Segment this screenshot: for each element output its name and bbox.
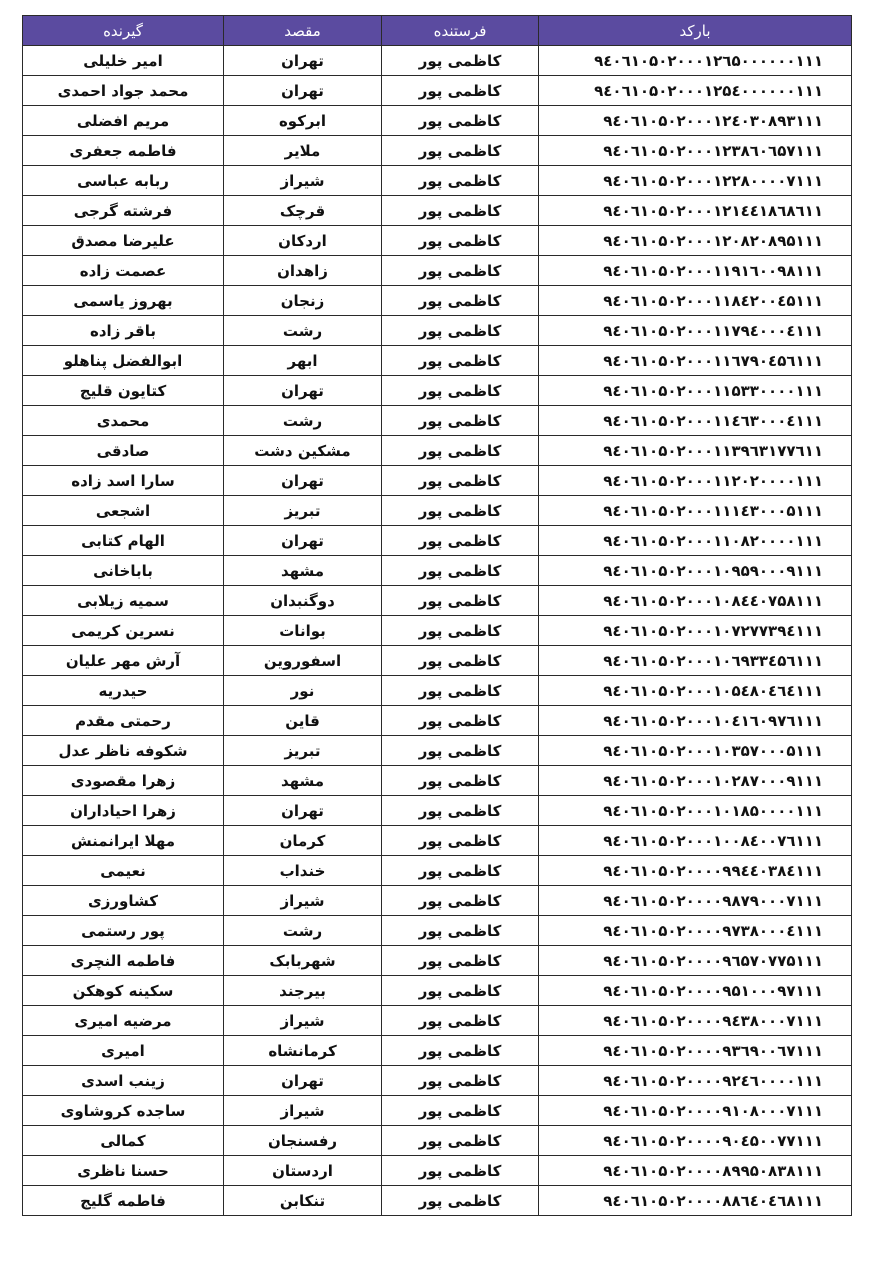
- receiver-cell: کتایون قلیج: [23, 376, 224, 406]
- sender-cell: کاظمی پور: [382, 586, 539, 616]
- barcode-cell: ۹٤۰٦۱۰۵۰۲۰۰۰۱۱۵۳۳۰۰۰۰۱۱۱: [539, 376, 852, 406]
- receiver-cell: امیری: [23, 1036, 224, 1066]
- destination-cell: شهربابک: [224, 946, 382, 976]
- table-row: [23, 496, 852, 526]
- sender-cell: کاظمی پور: [382, 436, 539, 466]
- sender-cell: کاظمی پور: [382, 166, 539, 196]
- destination-cell: شیراز: [224, 886, 382, 916]
- sender-cell: کاظمی پور: [382, 46, 539, 76]
- header-destination: مقصد: [224, 16, 382, 46]
- receiver-cell: فاطمه النچری: [23, 946, 224, 976]
- sender-cell: کاظمی پور: [382, 256, 539, 286]
- receiver-cell: فاطمه جعفری: [23, 136, 224, 166]
- sender-cell: کاظمی پور: [382, 856, 539, 886]
- receiver-cell: زینب اسدی: [23, 1066, 224, 1096]
- sender-cell: کاظمی پور: [382, 496, 539, 526]
- receiver-cell: بهروز یاسمی: [23, 286, 224, 316]
- table-row: [23, 706, 852, 736]
- sender-cell: کاظمی پور: [382, 826, 539, 856]
- receiver-cell: صادقی: [23, 436, 224, 466]
- sender-cell: کاظمی پور: [382, 106, 539, 136]
- barcode-cell: ۹٤۰٦۱۰۵۰۲۰۰۰۱۲۲۸۰۰۰۰۷۱۱۱: [539, 166, 852, 196]
- sender-cell: کاظمی پور: [382, 1036, 539, 1066]
- receiver-cell: مریم افضلی: [23, 106, 224, 136]
- receiver-cell: محمدی: [23, 406, 224, 436]
- destination-cell: بوانات: [224, 616, 382, 646]
- sender-cell: کاظمی پور: [382, 406, 539, 436]
- barcode-cell: ۹٤۰٦۱۰۵۰۲۰۰۰۱۰۸٤٤۰۷۵۸۱۱۱: [539, 586, 852, 616]
- destination-cell: شیراز: [224, 166, 382, 196]
- table-row: [23, 616, 852, 646]
- barcode-cell: ۹٤۰٦۱۰۵۰۲۰۰۰۰۹۹٤٤۰۳۸٤۱۱۱: [539, 856, 852, 886]
- table-row: [23, 106, 852, 136]
- receiver-cell: حسنا ناظری: [23, 1156, 224, 1186]
- sender-cell: کاظمی پور: [382, 646, 539, 676]
- receiver-cell: محمد جواد احمدی: [23, 76, 224, 106]
- destination-cell: بیرجند: [224, 976, 382, 1006]
- sender-cell: کاظمی پور: [382, 976, 539, 1006]
- destination-cell: ابهر: [224, 346, 382, 376]
- receiver-cell: سکینه کوهکن: [23, 976, 224, 1006]
- destination-cell: شیراز: [224, 1096, 382, 1126]
- barcode-cell: ۹٤۰٦۱۰۵۰۲۰۰۰۰۹۲٤٦۰۰۰۰۱۱۱: [539, 1066, 852, 1096]
- sender-cell: کاظمی پور: [382, 1006, 539, 1036]
- table-row: [23, 556, 852, 586]
- barcode-cell: ۹٤۰٦۱۰۵۰۲۰۰۰۱۲۳۸٦۰٦۵۷۱۱۱: [539, 136, 852, 166]
- destination-cell: قاین: [224, 706, 382, 736]
- table-row: [23, 1036, 852, 1066]
- header-receiver: گیرنده: [23, 16, 224, 46]
- shipment-sheet: [23, 15, 852, 1216]
- shipment-table: [22, 15, 852, 1216]
- sender-cell: کاظمی پور: [382, 526, 539, 556]
- barcode-cell: ۹٤۰٦۱۰۵۰۲۰۰۰۱۱۳۹٦۳۱۷۷٦۱۱: [539, 436, 852, 466]
- destination-cell: نور: [224, 676, 382, 706]
- destination-cell: خنداب: [224, 856, 382, 886]
- destination-cell: رشت: [224, 916, 382, 946]
- table-row: [23, 406, 852, 436]
- table-row: [23, 196, 852, 226]
- destination-cell: رشت: [224, 406, 382, 436]
- sender-cell: کاظمی پور: [382, 766, 539, 796]
- destination-cell: ابرکوه: [224, 106, 382, 136]
- sender-cell: کاظمی پور: [382, 1156, 539, 1186]
- barcode-cell: ۹٤۰٦۱۰۵۰۲۰۰۰۱۲۰۸۲۰۸۹۵۱۱۱: [539, 226, 852, 256]
- barcode-cell: ۹٤۰٦۱۰۵۰۲۰۰۰۱۱۱٤۳۰۰۰۵۱۱۱: [539, 496, 852, 526]
- table-row: [23, 136, 852, 166]
- barcode-cell: ۹٤۰٦۱۰۵۰۲۰۰۰۰۹۳٦۹۰۰٦۷۱۱۱: [539, 1036, 852, 1066]
- table-row: [23, 1186, 852, 1216]
- sender-cell: کاظمی پور: [382, 226, 539, 256]
- table-row: [23, 436, 852, 466]
- sender-cell: کاظمی پور: [382, 676, 539, 706]
- barcode-cell: ۹٤۰٦۱۰۵۰۲۰۰۰۱۰۲۸۷۰۰۰۹۱۱۱: [539, 766, 852, 796]
- sender-cell: کاظمی پور: [382, 616, 539, 646]
- table-row: [23, 226, 852, 256]
- receiver-cell: باقر زاده: [23, 316, 224, 346]
- destination-cell: تهران: [224, 796, 382, 826]
- destination-cell: تهران: [224, 466, 382, 496]
- receiver-cell: الهام کتابی: [23, 526, 224, 556]
- barcode-cell: ۹٤۰٦۱۰۵۰۲۰۰۰۱۰٦۹۳۳٤۵٦۱۱۱: [539, 646, 852, 676]
- receiver-cell: سمیه زیلابی: [23, 586, 224, 616]
- destination-cell: تهران: [224, 526, 382, 556]
- table-row: [23, 1006, 852, 1036]
- barcode-cell: ۹٤۰٦۱۰۵۰۲۰۰۰۰۹۵۱۰۰۰۹۷۱۱۱: [539, 976, 852, 1006]
- table-row: [23, 256, 852, 286]
- receiver-cell: کشاورزی: [23, 886, 224, 916]
- sender-cell: کاظمی پور: [382, 316, 539, 346]
- destination-cell: مشهد: [224, 556, 382, 586]
- barcode-cell: ۹٤۰٦۱۰۵۰۲۰۰۰۰۹٦۵۷۰۷۷۵۱۱۱: [539, 946, 852, 976]
- receiver-cell: شکوفه ناظر عدل: [23, 736, 224, 766]
- barcode-cell: ۹٤۰٦۱۰۵۰۲۰۰۰۱۱۲۰۲۰۰۰۰۱۱۱: [539, 466, 852, 496]
- table-row: [23, 46, 852, 76]
- destination-cell: اردکان: [224, 226, 382, 256]
- receiver-cell: مهلا ایرانمنش: [23, 826, 224, 856]
- barcode-cell: ۹٤۰٦۱۰۵۰۲۰۰۰۱۲۱٤٤۱۸٦۸٦۱۱: [539, 196, 852, 226]
- table-row: [23, 376, 852, 406]
- table-body: [23, 46, 852, 1216]
- destination-cell: کرمانشاه: [224, 1036, 382, 1066]
- barcode-cell: ۹٤۰٦۱۰۵۰۲۰۰۰۰۹۰٤۵۰۰۷۷۱۱۱: [539, 1126, 852, 1156]
- destination-cell: تهران: [224, 1066, 382, 1096]
- receiver-cell: حیدریه: [23, 676, 224, 706]
- barcode-cell: ۹٤۰٦۱۰۵۰۲۰۰۰۱۰٤۱٦۰۹۷٦۱۱۱: [539, 706, 852, 736]
- sender-cell: کاظمی پور: [382, 796, 539, 826]
- receiver-cell: آرش مهر علیان: [23, 646, 224, 676]
- table-row: [23, 1096, 852, 1126]
- receiver-cell: فاطمه گلیج: [23, 1186, 224, 1216]
- destination-cell: تهران: [224, 46, 382, 76]
- sender-cell: کاظمی پور: [382, 286, 539, 316]
- receiver-cell: رحمتی مقدم: [23, 706, 224, 736]
- barcode-cell: ۹٤۰٦۱۰۵۰۲۰۰۰۰۹۱۰۸۰۰۰۷۱۱۱: [539, 1096, 852, 1126]
- barcode-cell: ۹٤۰٦۱۰۵۰۲۰۰۰۱۲٦۵۰۰۰۰۰۰۱۱۱: [539, 46, 852, 76]
- barcode-cell: ۹٤۰٦۱۰۵۰۲۰۰۰۱۰۰۸٤۰۰۷٦۱۱۱: [539, 826, 852, 856]
- barcode-cell: ۹٤۰٦۱۰۵۰۲۰۰۰۱۱۷۹٤۰۰۰٤۱۱۱: [539, 316, 852, 346]
- table-row: [23, 1066, 852, 1096]
- table-row: [23, 526, 852, 556]
- receiver-cell: زهرا احیاداران: [23, 796, 224, 826]
- table-row: [23, 796, 852, 826]
- table-row: [23, 76, 852, 106]
- barcode-cell: ۹٤۰٦۱۰۵۰۲۰۰۰۱۰۳۵۷۰۰۰۵۱۱۱: [539, 736, 852, 766]
- table-row: [23, 166, 852, 196]
- sender-cell: کاظمی پور: [382, 736, 539, 766]
- destination-cell: تبریز: [224, 736, 382, 766]
- receiver-cell: پور رستمی: [23, 916, 224, 946]
- receiver-cell: باباخانی: [23, 556, 224, 586]
- barcode-cell: ۹٤۰٦۱۰۵۰۲۰۰۰۱۰۹۵۹۰۰۰۹۱۱۱: [539, 556, 852, 586]
- destination-cell: مشکین دشت: [224, 436, 382, 466]
- sender-cell: کاظمی پور: [382, 706, 539, 736]
- table-header-row: [23, 16, 852, 46]
- destination-cell: اردستان: [224, 1156, 382, 1186]
- table-row: [23, 646, 852, 676]
- barcode-cell: ۹٤۰٦۱۰۵۰۲۰۰۰۱۲۵٤۰۰۰۰۰۰۱۱۱: [539, 76, 852, 106]
- sender-cell: کاظمی پور: [382, 556, 539, 586]
- sender-cell: کاظمی پور: [382, 196, 539, 226]
- table-row: [23, 916, 852, 946]
- destination-cell: تنکابن: [224, 1186, 382, 1216]
- barcode-cell: ۹٤۰٦۱۰۵۰۲۰۰۰۰۹٤۳۸۰۰۰۷۱۱۱: [539, 1006, 852, 1036]
- barcode-cell: ۹٤۰٦۱۰۵۰۲۰۰۰۰۸۹۹۵۰۸۳۸۱۱۱: [539, 1156, 852, 1186]
- sender-cell: کاظمی پور: [382, 1096, 539, 1126]
- destination-cell: شیراز: [224, 1006, 382, 1036]
- receiver-cell: اشجعی: [23, 496, 224, 526]
- barcode-cell: ۹٤۰٦۱۰۵۰۲۰۰۰۱۰۵٤۸۰٤٦٤۱۱۱: [539, 676, 852, 706]
- barcode-cell: ۹٤۰٦۱۰۵۰۲۰۰۰۱۲٤۰۳۰۸۹۳۱۱۱: [539, 106, 852, 136]
- sender-cell: کاظمی پور: [382, 916, 539, 946]
- destination-cell: رفسنجان: [224, 1126, 382, 1156]
- receiver-cell: امیر خلیلی: [23, 46, 224, 76]
- destination-cell: تهران: [224, 376, 382, 406]
- barcode-cell: ۹٤۰٦۱۰۵۰۲۰۰۰۱۰۱۸۵۰۰۰۰۱۱۱: [539, 796, 852, 826]
- sender-cell: کاظمی پور: [382, 466, 539, 496]
- receiver-cell: سارا اسد زاده: [23, 466, 224, 496]
- receiver-cell: نسرین کریمی: [23, 616, 224, 646]
- table-row: [23, 586, 852, 616]
- sender-cell: کاظمی پور: [382, 76, 539, 106]
- destination-cell: زاهدان: [224, 256, 382, 286]
- barcode-cell: ۹٤۰٦۱۰۵۰۲۰۰۰۱۱٤٦۳۰۰۰٤۱۱۱: [539, 406, 852, 436]
- table-row: [23, 736, 852, 766]
- destination-cell: قرچک: [224, 196, 382, 226]
- table-row: [23, 1126, 852, 1156]
- sender-cell: کاظمی پور: [382, 1066, 539, 1096]
- receiver-cell: مرضیه امیری: [23, 1006, 224, 1036]
- sender-cell: کاظمی پور: [382, 1186, 539, 1216]
- destination-cell: دوگنبدان: [224, 586, 382, 616]
- table-row: [23, 976, 852, 1006]
- receiver-cell: ابوالفضل پناهلو: [23, 346, 224, 376]
- table-row: [23, 676, 852, 706]
- barcode-cell: ۹٤۰٦۱۰۵۰۲۰۰۰۰۹۸۷۹۰۰۰۷۱۱۱: [539, 886, 852, 916]
- barcode-cell: ۹٤۰٦۱۰۵۰۲۰۰۰۱۱۹۱٦۰۰۹۸۱۱۱: [539, 256, 852, 286]
- sender-cell: کاظمی پور: [382, 946, 539, 976]
- table-row: [23, 466, 852, 496]
- destination-cell: اسفوروین: [224, 646, 382, 676]
- destination-cell: تهران: [224, 76, 382, 106]
- table-row: [23, 286, 852, 316]
- destination-cell: ملایر: [224, 136, 382, 166]
- barcode-cell: ۹٤۰٦۱۰۵۰۲۰۰۰۱۱٦۷۹۰٤۵٦۱۱۱: [539, 346, 852, 376]
- sender-cell: کاظمی پور: [382, 886, 539, 916]
- receiver-cell: ساجده کروشاوی: [23, 1096, 224, 1126]
- barcode-cell: ۹٤۰٦۱۰۵۰۲۰۰۰۰۹۷۳۸۰۰۰٤۱۱۱: [539, 916, 852, 946]
- destination-cell: رشت: [224, 316, 382, 346]
- receiver-cell: ربابه عباسی: [23, 166, 224, 196]
- barcode-cell: ۹٤۰٦۱۰۵۰۲۰۰۰۱۰۷۲۷۷۳۹٤۱۱۱: [539, 616, 852, 646]
- table-row: [23, 946, 852, 976]
- barcode-cell: ۹٤۰٦۱۰۵۰۲۰۰۰۱۱۸٤۲۰۰٤۵۱۱۱: [539, 286, 852, 316]
- header-barcode: بارکد: [539, 16, 852, 46]
- barcode-cell: ۹٤۰٦۱۰۵۰۲۰۰۰۱۱۰۸۲۰۰۰۰۱۱۱: [539, 526, 852, 556]
- receiver-cell: فرشته گرجی: [23, 196, 224, 226]
- table-row: [23, 346, 852, 376]
- table-row: [23, 766, 852, 796]
- table-row: [23, 826, 852, 856]
- destination-cell: مشهد: [224, 766, 382, 796]
- header-sender: فرستنده: [382, 16, 539, 46]
- receiver-cell: نعیمی: [23, 856, 224, 886]
- destination-cell: تبریز: [224, 496, 382, 526]
- receiver-cell: علیرضا مصدق: [23, 226, 224, 256]
- sender-cell: کاظمی پور: [382, 1126, 539, 1156]
- table-row: [23, 886, 852, 916]
- table-row: [23, 316, 852, 346]
- receiver-cell: زهرا مقصودی: [23, 766, 224, 796]
- sender-cell: کاظمی پور: [382, 346, 539, 376]
- sender-cell: کاظمی پور: [382, 136, 539, 166]
- receiver-cell: کمالی: [23, 1126, 224, 1156]
- table-row: [23, 856, 852, 886]
- barcode-cell: ۹٤۰٦۱۰۵۰۲۰۰۰۰۸۸٦٤۰٤٦۸۱۱۱: [539, 1186, 852, 1216]
- destination-cell: کرمان: [224, 826, 382, 856]
- table-row: [23, 1156, 852, 1186]
- destination-cell: زنجان: [224, 286, 382, 316]
- receiver-cell: عصمت زاده: [23, 256, 224, 286]
- sender-cell: کاظمی پور: [382, 376, 539, 406]
